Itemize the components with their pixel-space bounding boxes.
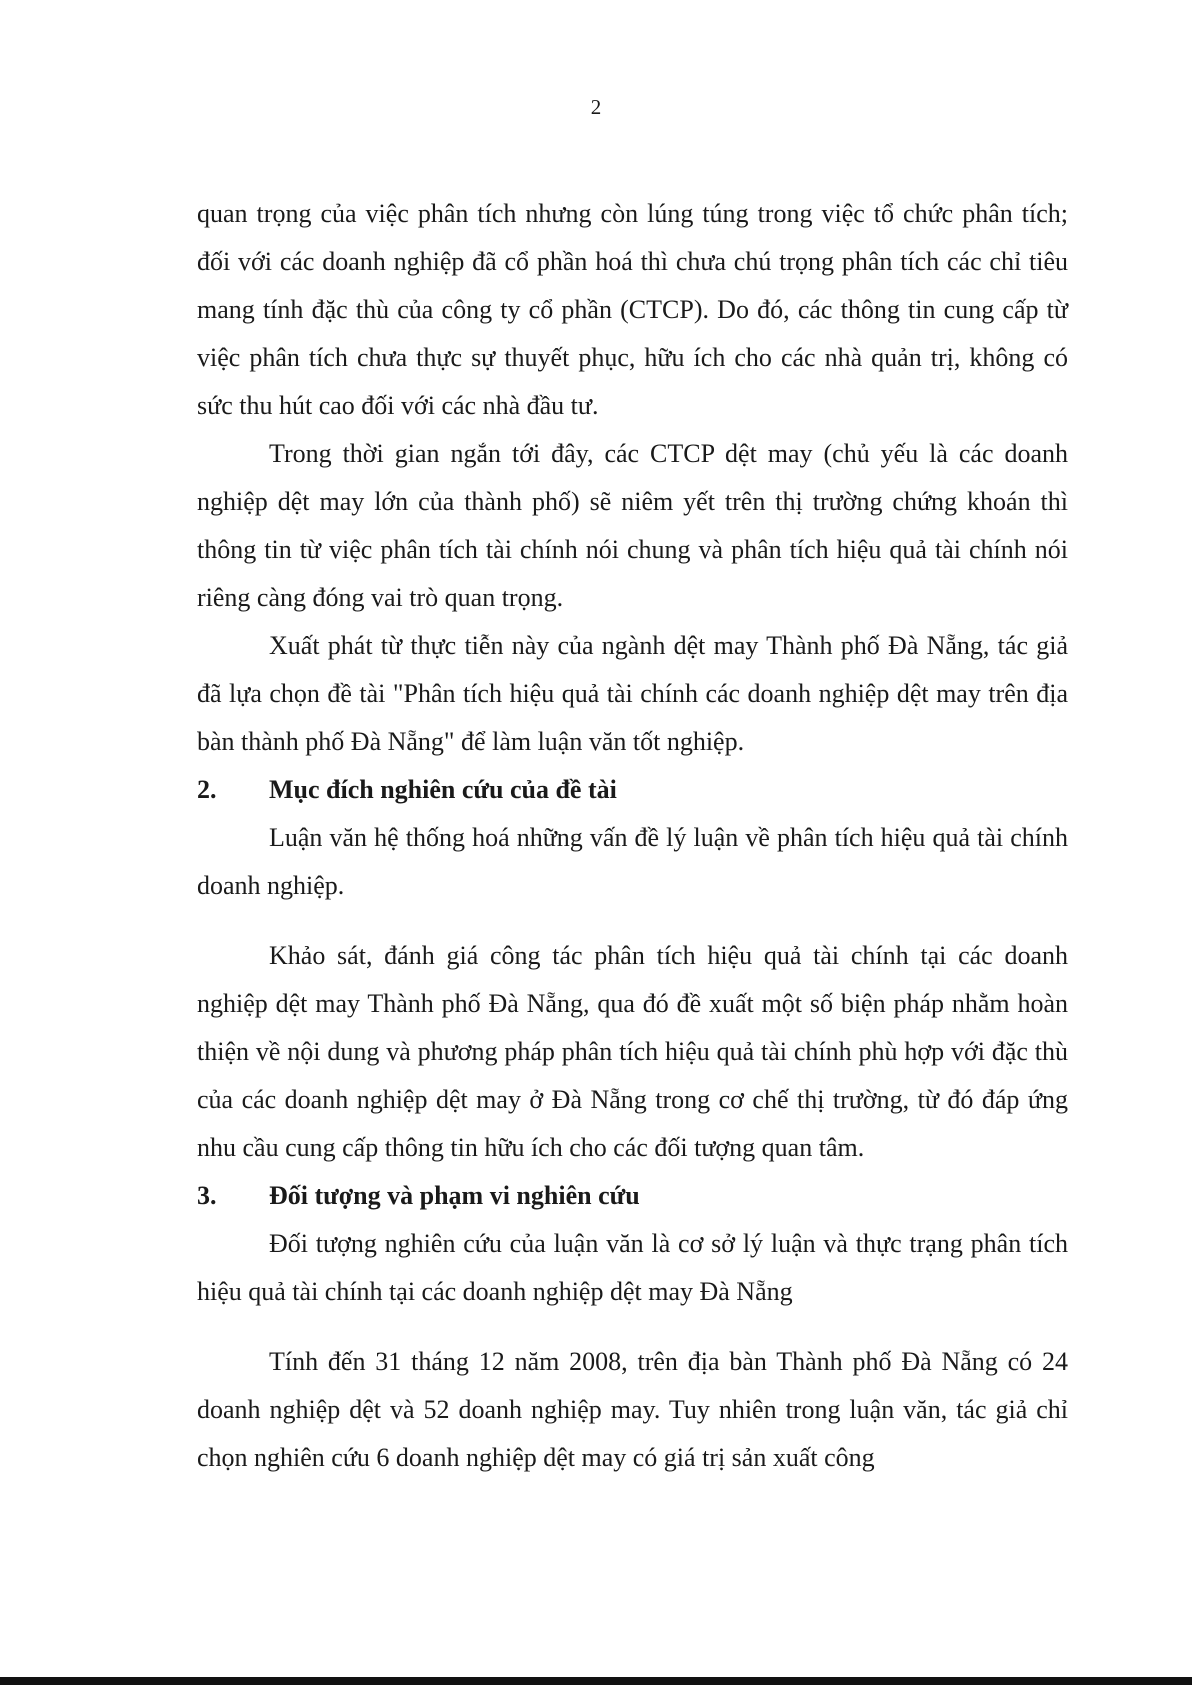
section-number: 3.: [197, 1181, 217, 1210]
section-number: 2.: [197, 775, 217, 804]
paragraph: Xuất phát từ thực tiễn này của ngành dệt may Thành phố Đà Nẵng, tác giả đã lựa chọn đề tài "Phân tích hiệu quả tài chính các doanh nghiệp dệt may trên địa bàn thành phố Đà Nẵng" để làm luận văn tốt nghiệp.: [197, 631, 1068, 756]
paragraph: Luận văn hệ thống hoá những vấn đề lý luận về phân tích hiệu quả tài chính doanh nghiệp.: [197, 823, 1068, 900]
section-title: Đối tượng và phạm vi nghiên cứu: [269, 1181, 640, 1210]
page-bottom-border: [0, 1677, 1192, 1685]
paragraph: quan trọng của việc phân tích nhưng còn lúng túng trong việc tổ chức phân tích; đối với các doanh nghiệp đã cổ phần hoá thì chưa chú trọng phân tích các chỉ tiêu mang tính đặc thù của công ty cổ phần (CTCP). Do đó, các thông tin cung cấp từ việc phân tích chưa thực sự thuyết phục, hữu ích cho các nhà quản trị, không có sức thu hút cao đối với các nhà đầu tư.: [197, 199, 1068, 420]
paragraph: Tính đến 31 tháng 12 năm 2008, trên địa bàn Thành phố Đà Nẵng có 24 doanh nghiệp dệt và 52 doanh nghiệp may. Tuy nhiên trong luận văn, tác giả chỉ chọn nghiên cứu 6 doanh nghiệp dệt may có giá trị sản xuất công: [197, 1347, 1068, 1472]
paragraph: Trong thời gian ngắn tới đây, các CTCP dệt may (chủ yếu là các doanh nghiệp dệt may lớn của thành phố) sẽ niêm yết trên thị trường chứng khoán thì thông tin từ việc phân tích tài chính nói chung và phân tích hiệu quả tài chính nói riêng càng đóng vai trò quan trọng.: [197, 439, 1068, 612]
section-heading: [197, 1172, 1068, 1220]
section-title: Mục đích nghiên cứu của đề tài: [269, 775, 617, 804]
paragraph: Khảo sát, đánh giá công tác phân tích hiệu quả tài chính tại các doanh nghiệp dệt may Thành phố Đà Nẵng, qua đó đề xuất một số biện pháp nhằm hoàn thiện về nội dung và phương pháp phân tích hiệu quả tài chính phù hợp với đặc thù của các doanh nghiệp dệt may ở Đà Nẵng trong cơ chế thị trường, từ đó đáp ứng nhu cầu cung cấp thông tin hữu ích cho các đối tượng quan tâm.: [197, 941, 1068, 1162]
paragraph: Đối tượng nghiên cứu của luận văn là cơ sở lý luận và thực trạng phân tích hiệu quả tài chính tại các doanh nghiệp dệt may Đà Nẵng: [197, 1229, 1068, 1306]
page-number: 2: [590, 95, 602, 119]
section-heading: [197, 766, 1068, 814]
body-text: [197, 190, 1068, 1482]
